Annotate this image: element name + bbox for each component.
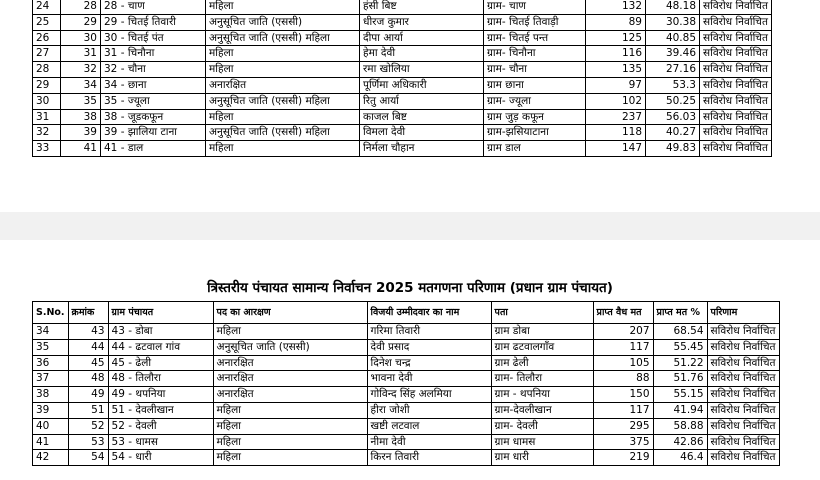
table-row (33, 93, 772, 109)
row-kramank: 34 (61, 77, 101, 93)
row-sno: 35 (33, 339, 69, 355)
row-valid-votes: 125 (586, 30, 646, 46)
row-result: सविरोध निर्वाचित (700, 62, 772, 78)
row-valid-votes: 102 (586, 93, 646, 109)
table-row (33, 109, 772, 125)
row-vote-percent: 41.94 (653, 402, 707, 418)
row-vote-percent: 46.4 (653, 450, 707, 466)
table-row (33, 324, 780, 340)
row-valid-votes: 132 (586, 0, 646, 14)
page-separator (0, 212, 820, 240)
row-kramank: 41 (61, 141, 101, 157)
row-valid-votes: 237 (586, 109, 646, 125)
table-row (33, 14, 772, 30)
row-vote-percent: 49.83 (646, 141, 700, 157)
row-kramank: 28 (61, 0, 101, 14)
row-reservation: अनुसूचित जाति (एससी) महिला (206, 30, 360, 46)
row-address: ग्राम डोबा (491, 324, 593, 340)
row-gram-panchayat: 31 - चिनौना (101, 46, 206, 62)
table-row (33, 77, 772, 93)
table-row (33, 418, 780, 434)
row-valid-votes: 295 (593, 418, 653, 434)
row-vote-percent: 53.3 (646, 77, 700, 93)
row-sno: 32 (33, 125, 61, 141)
row-sno: 42 (33, 450, 69, 466)
row-sno: 38 (33, 387, 69, 403)
row-result: सविरोध निर्वाचित (700, 109, 772, 125)
row-valid-votes: 97 (586, 77, 646, 93)
row-reservation: महिला (213, 324, 367, 340)
row-result: सविरोध निर्वाचित (700, 77, 772, 93)
table-row (33, 46, 772, 62)
row-kramank: 29 (61, 14, 101, 30)
row-winner-name: गरिमा तिवारी (367, 324, 491, 340)
row-winner-name: खष्टी लटवाल (367, 418, 491, 434)
row-gram-panchayat: 49 - थपनिया (108, 387, 213, 403)
row-result: सविरोध निर्वाचित (707, 450, 779, 466)
row-reservation: महिला (206, 62, 360, 78)
document-title: त्रिस्तरीय पंचायत सामान्य निर्वाचन 2025 मतगणना परिणाम (प्रधान ग्राम पंचायत) (207, 280, 613, 296)
row-reservation: महिला (206, 46, 360, 62)
row-reservation: महिला (206, 109, 360, 125)
row-address: ग्राम-देवलीखान (491, 402, 593, 418)
row-kramank: 54 (68, 450, 108, 466)
row-valid-votes: 117 (593, 402, 653, 418)
row-reservation: अनुसूचित जाति (एससी) महिला (206, 125, 360, 141)
row-kramank: 49 (68, 387, 108, 403)
row-gram-panchayat: 32 - चौना (101, 62, 206, 78)
row-address: ग्राम-झसियाटाना (484, 125, 586, 141)
row-reservation: अनुसूचित जाति (एससी) महिला (206, 93, 360, 109)
row-winner-name: देवी प्रसाद (367, 339, 491, 355)
row-winner-name: दिनेश चन्द्र (367, 355, 491, 371)
row-gram-panchayat: 29 - चितई तिवारी (101, 14, 206, 30)
row-sno: 37 (33, 371, 69, 387)
row-vote-percent: 55.45 (653, 339, 707, 355)
row-kramank: 32 (61, 62, 101, 78)
row-gram-panchayat: 39 - झालिया टाना (101, 125, 206, 141)
table-row (33, 355, 780, 371)
table-row (33, 371, 780, 387)
row-result: सविरोध निर्वाचित (700, 93, 772, 109)
row-gram-panchayat: 30 - चितई पंत (101, 30, 206, 46)
row-kramank: 44 (68, 339, 108, 355)
row-address: ग्राम ढटवालगाँव (491, 339, 593, 355)
row-vote-percent: 56.03 (646, 109, 700, 125)
row-result: सविरोध निर्वाचित (700, 141, 772, 157)
row-valid-votes: 117 (593, 339, 653, 355)
table-row (33, 62, 772, 78)
row-sno: 36 (33, 355, 69, 371)
row-result: सविरोध निर्वाचित (700, 46, 772, 62)
row-result: सविरोध निर्वाचित (707, 355, 779, 371)
row-vote-percent: 40.27 (646, 125, 700, 141)
row-gram-panchayat: 51 - देवलीखान (108, 402, 213, 418)
row-address: ग्राम - थपनिया (491, 387, 593, 403)
row-result: सविरोध निर्वाचित (700, 0, 772, 14)
row-gram-panchayat: 45 - ढेली (108, 355, 213, 371)
document-page-top (0, 0, 820, 212)
row-vote-percent: 55.15 (653, 387, 707, 403)
row-sno: 30 (33, 93, 61, 109)
row-winner-name: पूर्णिमा अधिकारी (360, 77, 484, 93)
table-row (33, 141, 772, 157)
row-result: सविरोध निर्वाचित (700, 14, 772, 30)
header-sno: S.No. (33, 302, 69, 324)
row-kramank: 52 (68, 418, 108, 434)
row-winner-name: धीरज कुमार (360, 14, 484, 30)
row-kramank: 53 (68, 434, 108, 450)
row-vote-percent: 40.85 (646, 30, 700, 46)
row-valid-votes: 375 (593, 434, 653, 450)
row-sno: 40 (33, 418, 69, 434)
table-row (33, 450, 780, 466)
row-result: सविरोध निर्वाचित (707, 371, 779, 387)
row-vote-percent: 48.18 (646, 0, 700, 14)
row-vote-percent: 42.86 (653, 434, 707, 450)
row-address: ग्राम- चितई पन्त (484, 30, 586, 46)
row-result: सविरोध निर्वाचित (700, 30, 772, 46)
table-row (33, 402, 780, 418)
row-valid-votes: 150 (593, 387, 653, 403)
row-vote-percent: 58.88 (653, 418, 707, 434)
row-sno: 25 (33, 14, 61, 30)
row-address: ग्राम धामस (491, 434, 593, 450)
table-row (33, 339, 780, 355)
row-winner-name: हीरा जोशी (367, 402, 491, 418)
row-gram-panchayat: 53 - धामस (108, 434, 213, 450)
row-winner-name: किरन तिवारी (367, 450, 491, 466)
row-address: ग्राम- ज्यूला (484, 93, 586, 109)
row-address: ग्राम- देवली (491, 418, 593, 434)
row-valid-votes: 88 (593, 371, 653, 387)
row-address: ग्राम ढेली (491, 355, 593, 371)
header-vote-percent: प्राप्त मत % (653, 302, 707, 324)
row-winner-name: रितु आर्या (360, 93, 484, 109)
row-reservation: अनारक्षित (213, 355, 367, 371)
row-kramank: 43 (68, 324, 108, 340)
row-result: सविरोध निर्वाचित (707, 324, 779, 340)
row-vote-percent: 50.25 (646, 93, 700, 109)
row-kramank: 51 (68, 402, 108, 418)
row-result: सविरोध निर्वाचित (707, 418, 779, 434)
row-reservation: अनुसूचित जाति (एससी) (206, 14, 360, 30)
row-gram-panchayat: 28 - चाण (101, 0, 206, 14)
row-vote-percent: 30.38 (646, 14, 700, 30)
row-gram-panchayat: 38 - जूडकफून (101, 109, 206, 125)
row-address: ग्राम डाल (484, 141, 586, 157)
row-gram-panchayat: 41 - डाल (101, 141, 206, 157)
row-address: ग्राम- चितई तिवाड़ी (484, 14, 586, 30)
row-vote-percent: 68.54 (653, 324, 707, 340)
row-sno: 27 (33, 46, 61, 62)
row-reservation: महिला (206, 141, 360, 157)
header-result: परिणाम (707, 302, 779, 324)
row-kramank: 30 (61, 30, 101, 46)
row-address: ग्राम- चाण (484, 0, 586, 14)
row-sno: 26 (33, 30, 61, 46)
row-reservation: महिला (213, 450, 367, 466)
row-reservation: महिला (206, 0, 360, 14)
row-reservation: अनुसूचित जाति (एससी) (213, 339, 367, 355)
row-valid-votes: 105 (593, 355, 653, 371)
row-valid-votes: 207 (593, 324, 653, 340)
row-winner-name: हेमा देवी (360, 46, 484, 62)
row-sno: 28 (33, 62, 61, 78)
table-row (33, 434, 780, 450)
row-address: ग्राम धारी (491, 450, 593, 466)
row-kramank: 39 (61, 125, 101, 141)
row-result: सविरोध निर्वाचित (707, 434, 779, 450)
row-sno: 41 (33, 434, 69, 450)
row-gram-panchayat: 43 - डोबा (108, 324, 213, 340)
row-reservation: अनारक्षित (213, 387, 367, 403)
table-row (33, 30, 772, 46)
row-address: ग्राम- तिलौरा (491, 371, 593, 387)
row-gram-panchayat: 54 - धारी (108, 450, 213, 466)
row-sno: 24 (33, 0, 61, 14)
row-vote-percent: 51.22 (653, 355, 707, 371)
table-row (33, 125, 772, 141)
table-row (33, 387, 780, 403)
row-result: सविरोध निर्वाचित (707, 339, 779, 355)
row-reservation: अनारक्षित (213, 371, 367, 387)
table-header-row (33, 302, 780, 324)
results-table-top (32, 0, 772, 157)
row-valid-votes: 135 (586, 62, 646, 78)
row-result: सविरोध निर्वाचित (707, 402, 779, 418)
row-sno: 29 (33, 77, 61, 93)
row-reservation: महिला (213, 402, 367, 418)
row-address: ग्राम- चिनौना (484, 46, 586, 62)
row-gram-panchayat: 52 - देवली (108, 418, 213, 434)
row-vote-percent: 27.16 (646, 62, 700, 78)
row-sno: 34 (33, 324, 69, 340)
row-address: ग्राम छाना (484, 77, 586, 93)
row-reservation: महिला (213, 418, 367, 434)
row-winner-name: दीपा आर्या (360, 30, 484, 46)
row-gram-panchayat: 44 - ढटवाल गांव (108, 339, 213, 355)
row-address: ग्राम- चौना (484, 62, 586, 78)
row-vote-percent: 51.76 (653, 371, 707, 387)
row-reservation: अनारक्षित (206, 77, 360, 93)
header-winner-name: विजयी उम्मीदवार का नाम (367, 302, 491, 324)
row-winner-name: हंसी बिष्ट (360, 0, 484, 14)
row-result: सविरोध निर्वाचित (700, 125, 772, 141)
row-winner-name: काजल बिष्ट (360, 109, 484, 125)
row-kramank: 35 (61, 93, 101, 109)
row-sno: 33 (33, 141, 61, 157)
row-valid-votes: 118 (586, 125, 646, 141)
row-kramank: 45 (68, 355, 108, 371)
table-row (33, 0, 772, 14)
row-kramank: 31 (61, 46, 101, 62)
row-winner-name: गोविन्द सिंह अलमिया (367, 387, 491, 403)
row-sno: 31 (33, 109, 61, 125)
row-reservation: महिला (213, 434, 367, 450)
row-gram-panchayat: 34 - छाना (101, 77, 206, 93)
header-valid-votes: प्राप्त वैध मत (593, 302, 653, 324)
header-gram-panchayat: ग्राम पंचायत (108, 302, 213, 324)
row-vote-percent: 39.46 (646, 46, 700, 62)
row-gram-panchayat: 35 - ज्यूला (101, 93, 206, 109)
row-winner-name: नीमा देवी (367, 434, 491, 450)
header-reservation: पद का आरक्षण (213, 302, 367, 324)
row-valid-votes: 219 (593, 450, 653, 466)
row-winner-name: भावना देवी (367, 371, 491, 387)
row-winner-name: रमा खोलिया (360, 62, 484, 78)
row-valid-votes: 116 (586, 46, 646, 62)
header-address: पता (491, 302, 593, 324)
row-winner-name: निर्मला चौहान (360, 141, 484, 157)
results-table-bottom (32, 301, 780, 466)
row-valid-votes: 89 (586, 14, 646, 30)
row-winner-name: विमला देवी (360, 125, 484, 141)
row-sno: 39 (33, 402, 69, 418)
row-gram-panchayat: 48 - तिलौरा (108, 371, 213, 387)
row-result: सविरोध निर्वाचित (707, 387, 779, 403)
header-kramank: क्रमांक (68, 302, 108, 324)
row-kramank: 38 (61, 109, 101, 125)
row-address: ग्राम जुड़ कफून (484, 109, 586, 125)
row-valid-votes: 147 (586, 141, 646, 157)
row-kramank: 48 (68, 371, 108, 387)
